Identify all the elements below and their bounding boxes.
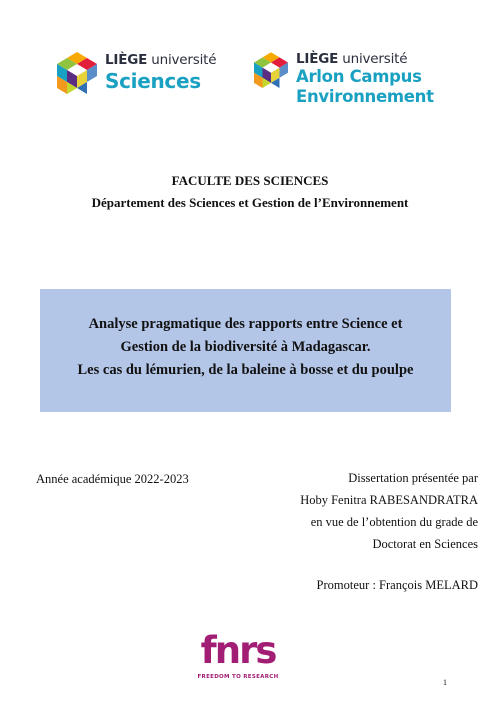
sciences-wordmark: Sciences <box>105 68 201 93</box>
uliege-arlon-logo: LIÈGE université Arlon Campus Environnement <box>254 52 434 107</box>
uliege-cube-icon <box>57 52 97 96</box>
fnrs-wordmark: fnrs <box>200 629 276 672</box>
page-number: 1 <box>443 678 447 687</box>
uliege-sciences-logo: LIÈGE université Sciences <box>57 52 216 96</box>
fnrs-tagline: FREEDOM TO RESEARCH <box>197 674 279 680</box>
promoter: Promoteur : François MELARD <box>316 578 478 592</box>
uliege-cube-icon <box>254 52 288 90</box>
degree-purpose: en vue de l’obtention du grade de <box>310 515 478 529</box>
thesis-title-box <box>40 289 451 412</box>
fnrs-logo <box>192 630 284 680</box>
thesis-title-line: Les cas du lémurien, de la baleine à bosse et du poulpe <box>77 362 414 378</box>
academic-year: Année académique 2022-2023 <box>36 472 189 486</box>
dissertation-presented-by: Dissertation présentée par <box>348 471 478 485</box>
arlon-campus-wordmark: Arlon Campus <box>296 66 422 86</box>
department-name: Département des Sciences et Gestion de l’Environnement <box>91 195 409 210</box>
author-name: Hoby Fenitra RABESANDRATRA <box>300 493 478 507</box>
thesis-title-line: Gestion de la biodiversité à Madagascar. <box>120 339 371 355</box>
degree-name: Doctorat en Sciences <box>372 537 478 551</box>
environnement-wordmark: Environnement <box>296 86 434 106</box>
thesis-title-line: Analyse pragmatique des rapports entre Science et <box>88 316 403 332</box>
faculty-name: FACULTE DES SCIENCES <box>171 173 329 188</box>
